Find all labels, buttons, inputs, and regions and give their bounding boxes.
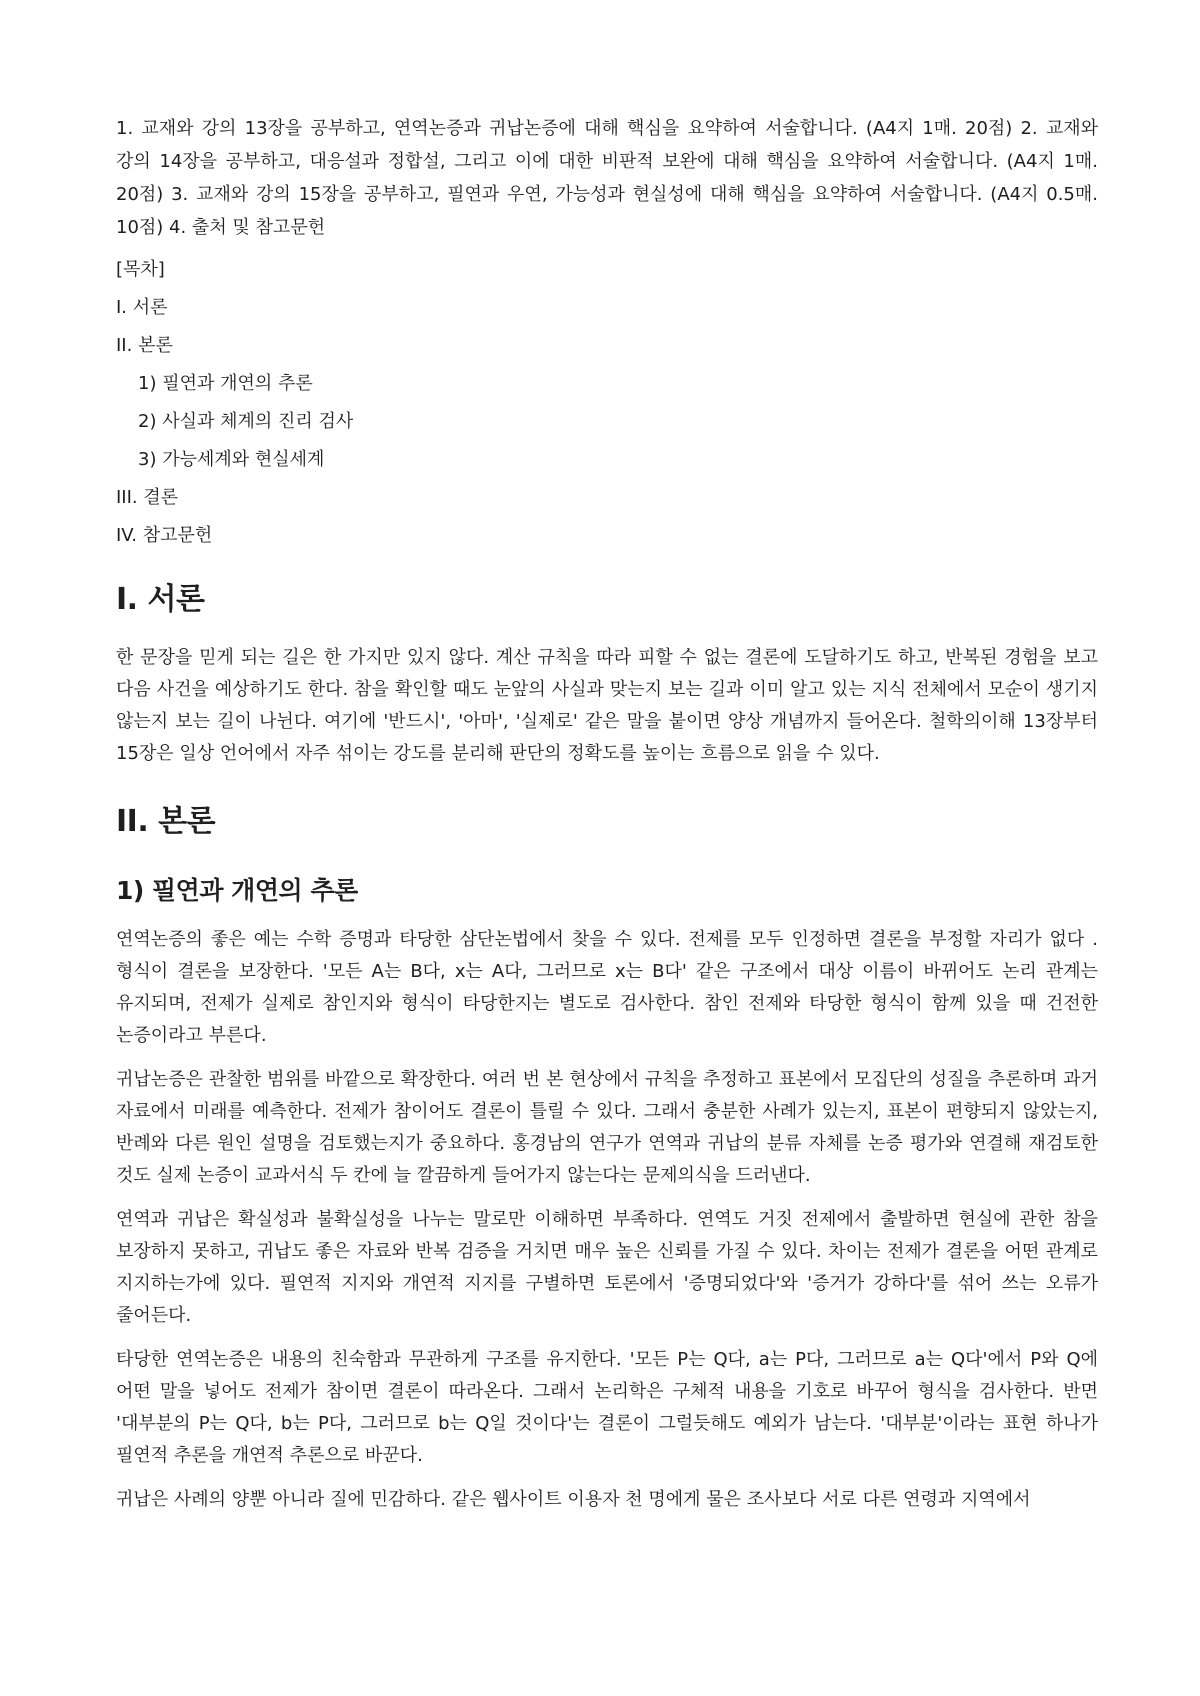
toc-item: I. 서론 bbox=[116, 297, 168, 318]
section-heading-body: II. 본론 bbox=[116, 804, 216, 839]
body-paragraph: 귀납은 사례의 양뿐 아니라 질에 민감하다. 같은 웹사이트 이용자 천 명에게 물은 조사보다 서로 다른 연령과 지역에서 bbox=[116, 1489, 1031, 1510]
toc-subitem: 3) 가능세계와 현실세계 bbox=[138, 449, 325, 470]
body-paragraph: 타당한 연역논증은 내용의 친숙함과 무관하게 구조를 유지한다. '모든 P는 Q다, a는 P다, 그러므로 a는 Q다'에서 P와 Q에 어떤 말을 넣어도 전제가 참이면 결론이 따라온다. 그래서 논리학은 구체적 내용을 기호로 바꾸어 형식을 검사한다. 반면 '대부분의 P는 Q다, b는 P다, 그러므로 b는 Q일 것이다'는 결론이 그럴듯해도 예외가 남는다. '대부분'이라는 표현 하나가 필연적 추론을 개연적 추론으로 바꾼다. bbox=[116, 1349, 1098, 1466]
subsection-heading: 1) 필연과 개연의 추론 bbox=[116, 876, 358, 905]
introduction-paragraph: 한 문장을 믿게 되는 길은 한 가지만 있지 않다. 계산 규칙을 따라 피할 수 없는 결론에 도달하기도 하고, 반복된 경험을 보고 다음 사건을 예상하기도 한다. 참을 확인할 때도 눈앞의 사실과 맞는지 보는 길과 이미 알고 있는 지식 전체에서 모순이 생기지 않는지 보는 길이 나뉜다. 여기에 '반드시', '아마', '실제로' 같은 말을 붙이면 양상 개념까지 들어온다. 철학의이해 13장부터 15장은 일상 언어에서 자주 섞이는 강도를 분리해 판단의 정확도를 높이는 흐름으로 읽을 수 있다. bbox=[116, 647, 1098, 764]
body-paragraph: 연역과 귀납은 확실성과 불확실성을 나누는 말로만 이해하면 부족하다. 연역도 거짓 전제에서 출발하면 현실에 관한 참을 보장하지 못하고, 귀납도 좋은 자료와 반복 검증을 거치면 매우 높은 신뢰를 가질 수 있다. 차이는 전제가 결론을 어떤 관계로 지지하는가에 있다. 필연적 지지와 개연적 지지를 구별하면 토론에서 '증명되었다'와 '증거가 강하다'를 섞어 쓰는 오류가 줄어든다. bbox=[116, 1209, 1098, 1326]
toc-item: IV. 참고문헌 bbox=[116, 525, 213, 546]
toc-item: II. 본론 bbox=[116, 335, 173, 356]
toc-subitem: 2) 사실과 체계의 진리 검사 bbox=[138, 411, 354, 432]
table-of-contents bbox=[116, 258, 1098, 548]
toc-subitem: 1) 필연과 개연의 추론 bbox=[138, 373, 313, 394]
body-paragraph: 연역논증의 좋은 예는 수학 증명과 타당한 삼단논법에서 찾을 수 있다. 전제를 모두 인정하면 결론을 부정할 자리가 없다 . 형식이 결론을 보장한다. '모든 A는 B다, x는 A다, 그러므로 x는 B다' 같은 구조에서 대상 이름이 바뀌어도 논리 관계는 유지되며, 전제가 실제로 참인지와 형식이 타당한지는 별도로 검사한다. 참인 전제와 타당한 형식이 함께 있을 때 건전한 논증이라고 부른다. bbox=[116, 929, 1098, 1046]
assignment-text: 1. 교재와 강의 13장을 공부하고, 연역논증과 귀납논증에 대해 핵심을 요약하여 서술합니다. (A4지 1매. 20점) 2. 교재와 강의 14장을 공부하고, 대응설과 정합설, 그리고 이에 대한 비판적 보완에 대해 핵심을 요약하여 서술합니다. (A4지 1매. 20점) 3. 교재와 강의 15장을 공부하고, 필연과 우연, 가능성과 현실성에 대해 핵심을 요약하여 서술합니다. (A4지 0.5매. 10점) 4. 출처 및 참고문헌 bbox=[116, 118, 1098, 238]
toc-item: III. 결론 bbox=[116, 487, 179, 508]
body-paragraph: 귀납논증은 관찰한 범위를 바깥으로 확장한다. 여러 번 본 현상에서 규칙을 추정하고 표본에서 모집단의 성질을 추론하며 과거 자료에서 미래를 예측한다. 전제가 참이어도 결론이 틀릴 수 있다. 그래서 충분한 사례가 있는지, 표본이 편향되지 않았는지, 반례와 다른 원인 설명을 검토했는지가 중요하다. 홍경남의 연구가 연역과 귀납의 분류 자체를 논증 평가와 연결해 재검토한 것도 실제 논증이 교과서식 두 칸에 늘 깔끔하게 들어가지 않는다는 문제의식을 드러낸다. bbox=[116, 1069, 1099, 1186]
section-heading-introduction: I. 서론 bbox=[116, 582, 205, 617]
toc-title: [목차] bbox=[116, 259, 165, 280]
